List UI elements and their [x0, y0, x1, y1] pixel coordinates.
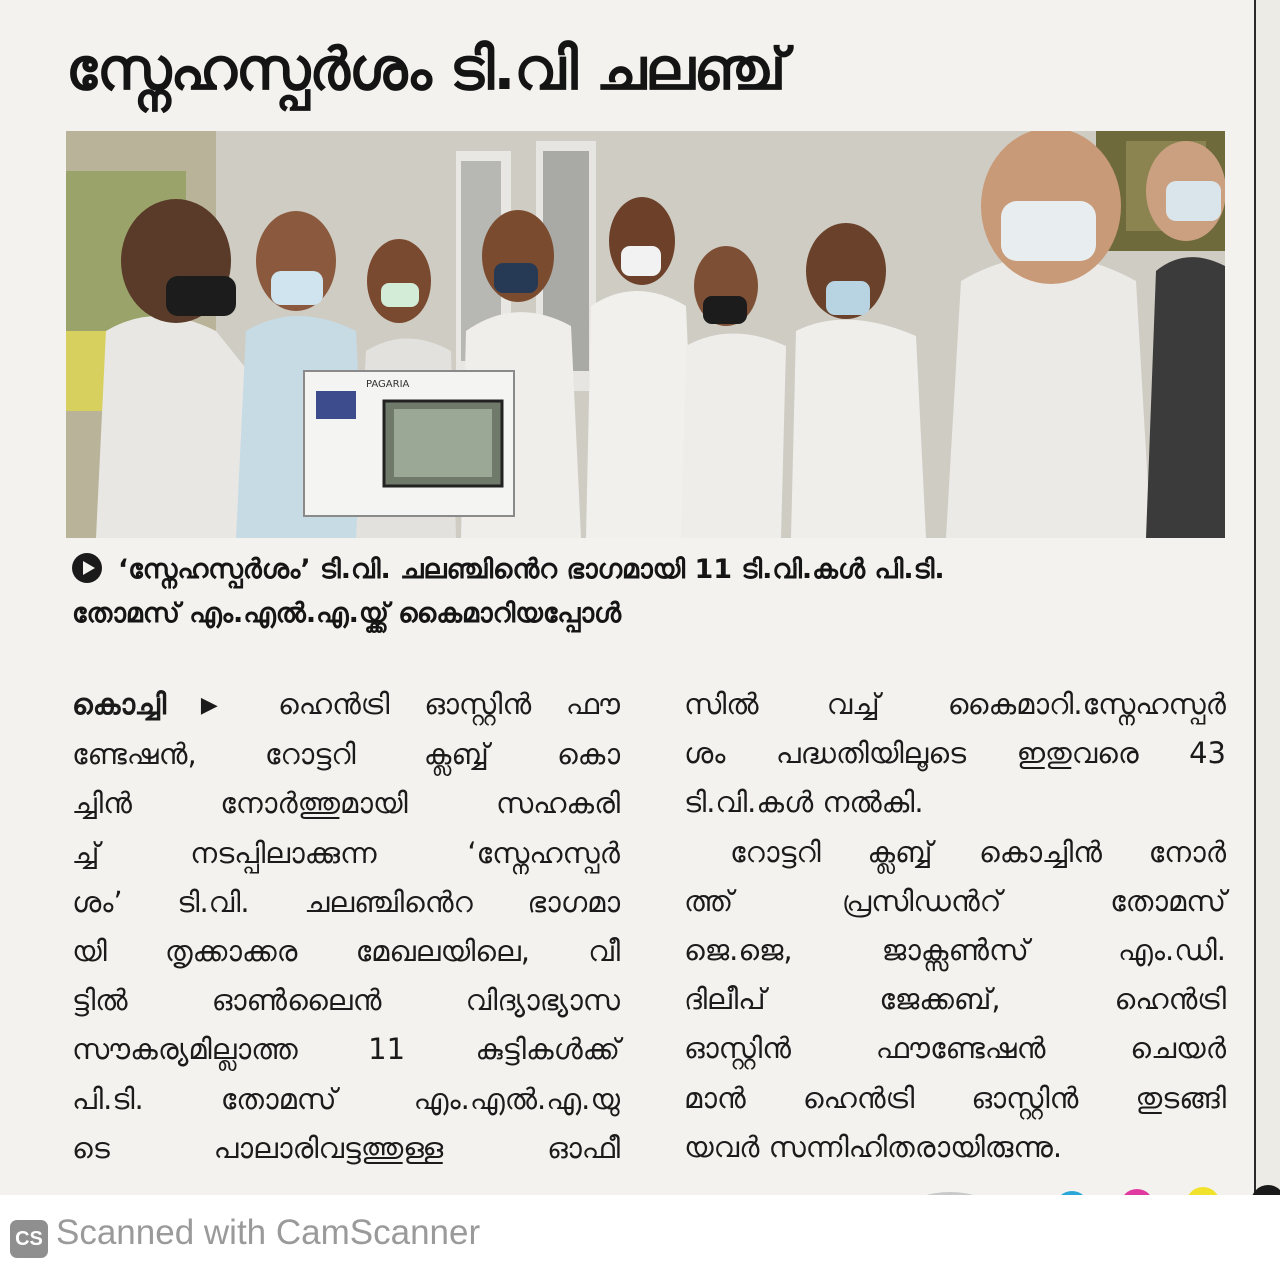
- camscanner-logo: CS: [10, 1220, 48, 1258]
- article-line: സൗകര്യമില്ലാത്ത 11 കുട്ടികൾക്ക്: [72, 1032, 620, 1067]
- camscanner-watermark-text: Scanned with CamScanner: [56, 1213, 481, 1252]
- caption-line: തോമസ് എം.എൽ.എ.യ്ക്ക് കൈമാറിയപ്പോൾ: [72, 598, 622, 629]
- photo-illustration: [66, 131, 1225, 538]
- tv-box-label: PAGARIA: [366, 379, 410, 390]
- article-column-1: [72, 680, 620, 1173]
- article-line: ശം’ ടി.വി. ചലഞ്ചിൻെറ ഭാഗമാ: [72, 884, 620, 919]
- article-line: ടെ പാലാരിവട്ടത്തുള്ള ഓഫീ: [72, 1130, 620, 1165]
- article-line: സിൽ വച്ച് കൈമാറി.സ്നേഹസ്പർ: [684, 687, 1226, 721]
- dateline: കൊച്ചി: [72, 687, 167, 721]
- article-line: ത്ത് പ്രസിഡൻറ് തോമസ്: [684, 883, 1226, 918]
- article-line: ജെ.ജെ, ജാക്സൺസ് എം.ഡി.: [684, 933, 1226, 968]
- previous-article-fragment: [440, 0, 900, 8]
- article-line: മാൻ ഹെൻട്രി ഓസ്റ്റിൻ തുടങ്ങി: [684, 1080, 1226, 1115]
- arrow-icon: ▶: [200, 693, 244, 718]
- article-line: ണ്ടേഷൻ, റോട്ടറി ക്ലബ്ബ് കൊ: [72, 737, 620, 772]
- headline: സ്നേഹസ്പർശം ടി.വി ചലഞ്ച്: [66, 35, 786, 103]
- article-column-2: [684, 680, 1226, 1172]
- article-line: ശം പദ്ധതിയിലൂടെ ഇതുവരെ 43: [684, 736, 1226, 771]
- camscanner-watermark-bar: [0, 1195, 1280, 1270]
- article-line: ദിലീപ് ജേക്കബ്, ഹെൻട്രി: [684, 982, 1226, 1017]
- news-photo: [66, 131, 1225, 538]
- article-line: പി.ടി. തോമസ് എം.എൽ.എ.യു: [72, 1081, 620, 1116]
- article-line: കൊച്ചി ▶ ഹെൻട്രി ഓസ്റ്റിൻ ഫൗ: [72, 687, 621, 721]
- column-rule: [1254, 0, 1256, 1195]
- article-line: ച്ച് നടപ്പിലാക്കുന്ന ‘സ്നേഹസ്പർ: [72, 835, 620, 870]
- photo-caption: [72, 548, 1232, 636]
- article-line: ഓസ്റ്റിൻ ഫൗണ്ടേഷൻ ചെയർ: [684, 1031, 1226, 1066]
- caption-line: ‘സ്നേഹസ്പർശം’ ടി.വി. ചലഞ്ചിൻെറ ഭാഗമായി 11 ടി.വി.കൾ പി.ടി.: [72, 548, 1232, 592]
- play-icon: [72, 553, 102, 583]
- article-line: റോട്ടറി ക്ലബ്ബ് കൊച്ചിൻ നോർ: [730, 834, 1226, 869]
- article-line: ടി.വി.കൾ നൽകി.: [684, 785, 924, 820]
- article-line: യവർ സന്നിഹിതരായിരുന്നു.: [684, 1129, 1063, 1164]
- article-line: ട്ടിൽ ഓൺലൈൻ വിദ്യാഭ്യാസ: [72, 983, 620, 1018]
- article-line: ച്ചിൻ നോർത്തുമായി സഹകരി: [72, 786, 620, 821]
- article-line: യി തൃക്കാക്കര മേഖലയിലെ, വീ: [72, 934, 620, 969]
